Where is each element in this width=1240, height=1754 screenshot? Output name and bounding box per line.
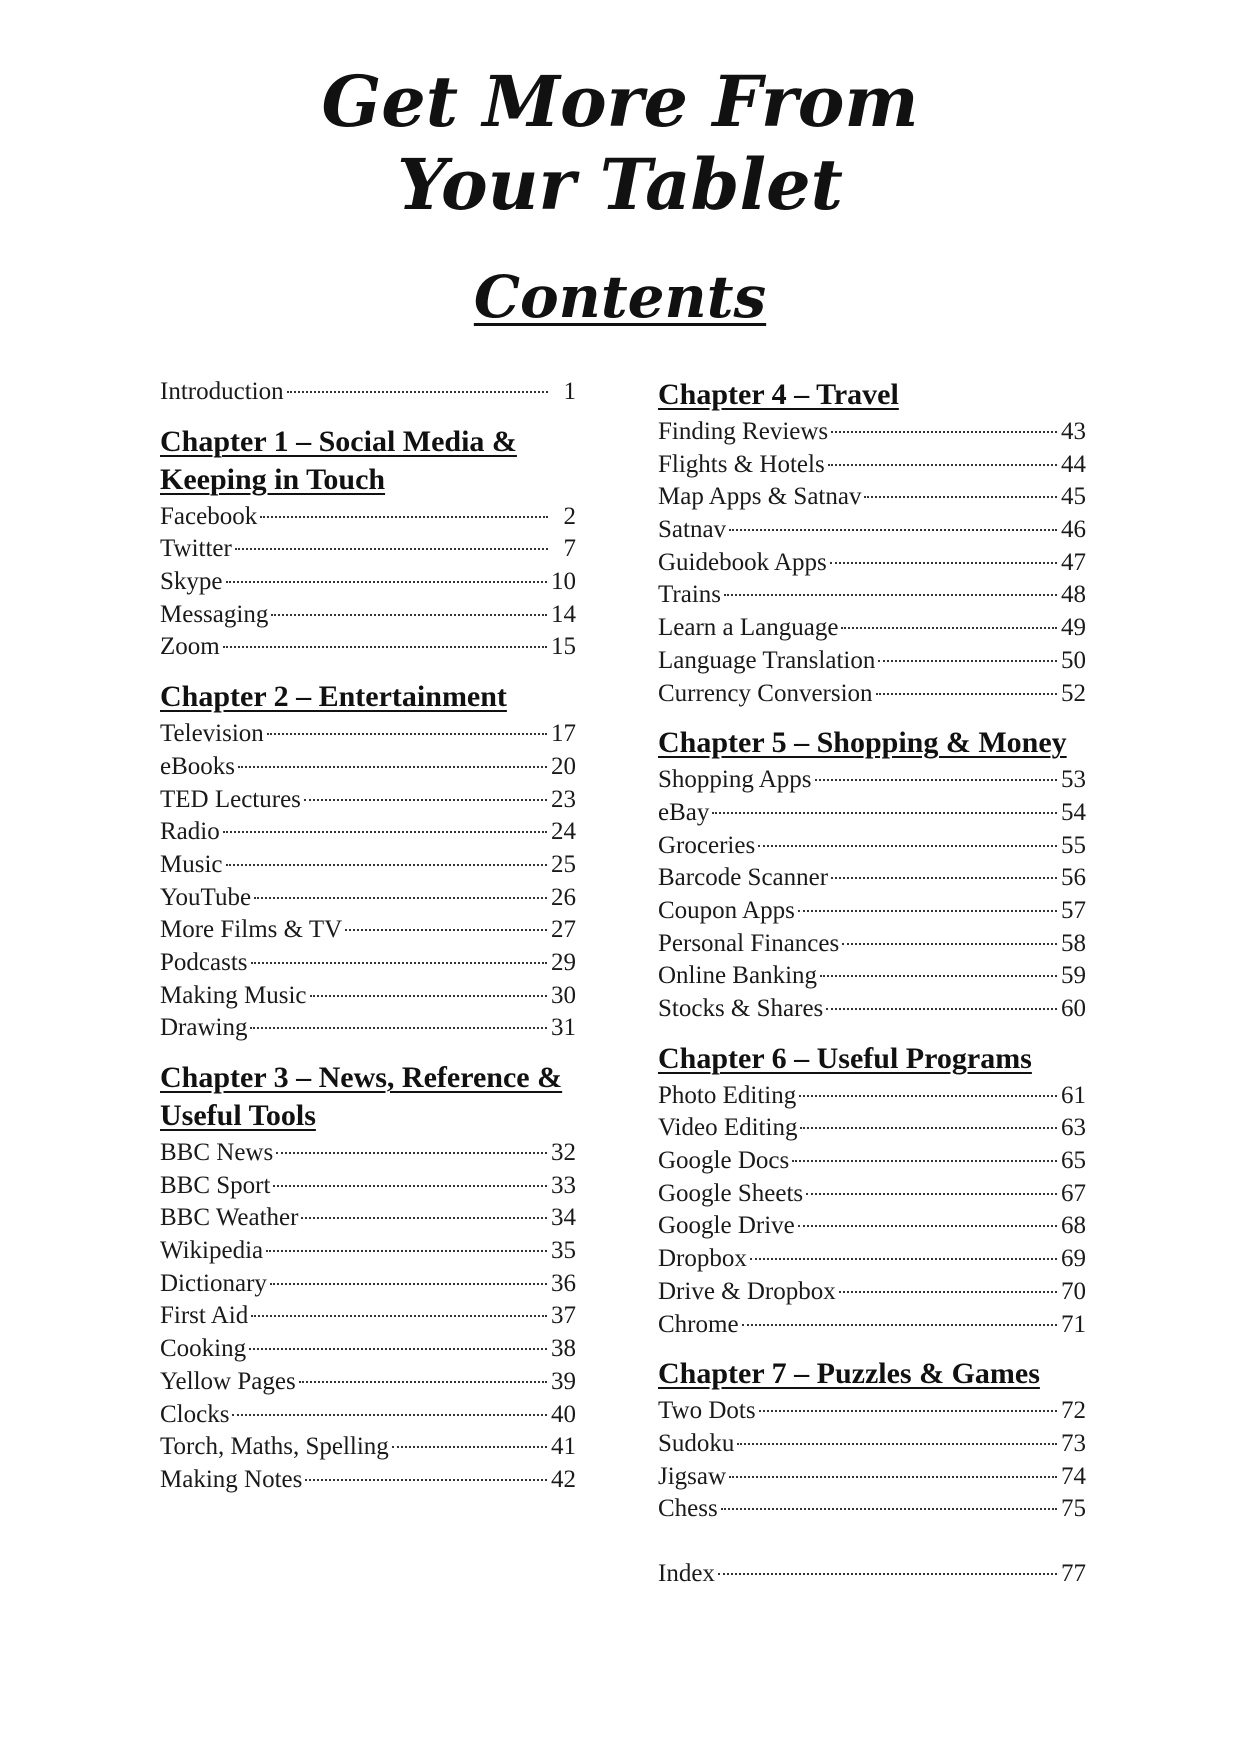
chapter-heading-line: Chapter 1 – Social Media & [160, 424, 517, 458]
toc-dot-leader [271, 614, 547, 616]
toc-entry [658, 764, 1086, 797]
toc-entry [160, 501, 576, 534]
toc-dot-leader [721, 1508, 1057, 1510]
toc-entry-page: 42 [551, 1465, 576, 1493]
chapter-heading [658, 1355, 1086, 1393]
toc-entry-page: 24 [551, 818, 576, 846]
toc-entry-label: Dropbox [658, 1245, 747, 1273]
toc-entry-page: 45 [1061, 483, 1086, 511]
toc-dot-leader [251, 962, 548, 964]
toc-entry [160, 1012, 576, 1045]
toc-dot-leader [254, 897, 547, 899]
toc-dot-leader [798, 910, 1057, 912]
toc-dot-leader [718, 1573, 1057, 1575]
toc-entry [658, 416, 1086, 449]
toc-dot-leader [806, 1193, 1057, 1195]
toc-dot-leader [226, 581, 548, 583]
toc-entry-label: Guidebook Apps [658, 548, 827, 576]
toc-entry-label: Google Drive [658, 1212, 795, 1240]
toc-entry [658, 1428, 1086, 1461]
toc-entry [658, 1276, 1086, 1309]
toc-entry-label: BBC Weather [160, 1204, 299, 1232]
toc-dot-leader [266, 1250, 547, 1252]
toc-entry [658, 1558, 1086, 1591]
toc-entry [160, 1170, 576, 1203]
toc-entry-page: 47 [1061, 548, 1086, 576]
index-spacer [658, 1540, 1086, 1558]
toc-entry [658, 1395, 1086, 1428]
toc-dot-leader [267, 733, 547, 735]
toc-entry-page: 56 [1061, 864, 1086, 892]
toc-entry-page: 58 [1061, 929, 1086, 957]
title-line-1: Get More From [321, 60, 919, 143]
toc-dot-leader [223, 831, 547, 833]
toc-entry-label: YouTube [160, 883, 252, 911]
toc-entry [160, 1137, 576, 1170]
toc-dot-leader [232, 1414, 547, 1416]
toc-entry [658, 1112, 1086, 1145]
toc-entry [658, 1461, 1086, 1494]
document-title [0, 60, 1240, 226]
chapter-heading-line: Chapter 5 – Shopping & Money [658, 726, 1067, 760]
toc-dot-leader [226, 864, 548, 866]
toc-entry-page: 7 [563, 535, 576, 563]
toc-dot-leader [287, 391, 548, 393]
toc-entry-label: Currency Conversion [658, 679, 873, 707]
toc-dot-leader [878, 660, 1057, 662]
toc-entry-page: 37 [551, 1302, 576, 1330]
toc-entry-page: 72 [1061, 1397, 1086, 1425]
toc-entry-label: Online Banking [658, 962, 818, 990]
toc-entry-page: 32 [551, 1139, 576, 1166]
chapter-heading [658, 376, 1086, 414]
title-line-2: Your Tablet [397, 143, 843, 226]
toc-entry [160, 1399, 576, 1432]
toc-entry-label: Photo Editing [658, 1081, 797, 1109]
toc-entry [658, 928, 1086, 961]
toc-entry-page: 52 [1061, 679, 1086, 707]
toc-entry-label: BBC Sport [160, 1171, 271, 1199]
toc-entry-label: Video Editing [658, 1114, 798, 1142]
toc-dot-leader [724, 594, 1057, 596]
toc-entry-label: Barcode Scanner [658, 864, 829, 892]
toc-section [160, 376, 576, 409]
toc-entry [658, 1243, 1086, 1276]
toc-entry-page: 31 [551, 1014, 576, 1042]
toc-dot-leader [815, 779, 1057, 781]
toc-dot-leader [299, 1381, 547, 1383]
chapter-heading [658, 1040, 1086, 1078]
toc-entry-page: 26 [551, 883, 576, 911]
toc-entry-label: Chrome [658, 1310, 739, 1338]
toc-entry-page: 14 [551, 600, 576, 628]
toc-dot-leader [758, 845, 1057, 847]
toc-entry [160, 980, 576, 1013]
toc-entry-page: 74 [1061, 1462, 1086, 1490]
toc-entry-page: 30 [551, 981, 576, 1009]
toc-dot-leader [759, 1410, 1057, 1412]
toc-entry [658, 1145, 1086, 1178]
toc-entry [658, 449, 1086, 482]
toc-entry-label: First Aid [160, 1302, 249, 1330]
toc-entry-label: Flights & Hotels [658, 450, 825, 478]
toc-entry-page: 75 [1061, 1495, 1086, 1523]
toc-dot-leader [712, 812, 1057, 814]
chapter-heading-line: Chapter 3 – News, Reference & [160, 1061, 563, 1094]
toc-entry-page: 2 [563, 502, 576, 530]
toc-dot-leader [830, 562, 1057, 564]
toc-entry-label: Chess [658, 1495, 718, 1523]
toc-dot-leader [345, 929, 547, 931]
toc-entry-page: 77 [1061, 1559, 1086, 1587]
toc-entry-label: Introduction [160, 378, 284, 405]
toc-entry-label: Dictionary [160, 1269, 267, 1297]
toc-entry [160, 1464, 576, 1497]
contents-right-column [658, 376, 1086, 1591]
toc-entry [658, 993, 1086, 1026]
toc-entry-label: Coupon Apps [658, 896, 795, 924]
toc-entry-page: 15 [551, 633, 576, 661]
toc-entry-page: 17 [551, 720, 576, 748]
toc-entry-label: More Films & TV [160, 916, 343, 944]
toc-dot-leader [223, 646, 547, 648]
toc-dot-leader [729, 1476, 1057, 1478]
toc-dot-leader [798, 1225, 1057, 1227]
toc-section [160, 423, 576, 664]
toc-dot-leader [273, 1185, 547, 1187]
toc-entry-page: 33 [551, 1171, 576, 1199]
toc-entry-page: 69 [1061, 1245, 1086, 1273]
toc-entry-page: 54 [1061, 798, 1086, 826]
toc-entry-label: Sudoku [658, 1429, 735, 1457]
toc-dot-leader [828, 464, 1057, 466]
toc-entry [160, 718, 576, 751]
toc-section [160, 1059, 576, 1497]
toc-entry-page: 39 [551, 1367, 576, 1395]
toc-entry-page: 46 [1061, 516, 1086, 544]
toc-entry-label: Wikipedia [160, 1237, 264, 1265]
toc-entry-page: 53 [1061, 766, 1086, 794]
toc-dot-leader [841, 627, 1057, 629]
toc-entry-label: Messaging [160, 600, 269, 628]
toc-entry-label: Language Translation [658, 646, 876, 674]
toc-dot-leader [250, 1027, 547, 1029]
toc-section [658, 376, 1086, 710]
toc-entry [160, 1235, 576, 1268]
toc-entry [658, 830, 1086, 863]
toc-entry-page: 50 [1061, 646, 1086, 674]
chapter-heading-line: Chapter 4 – Travel [658, 378, 899, 411]
toc-dot-leader [305, 1479, 547, 1481]
toc-entry-label: TED Lectures [160, 785, 301, 813]
toc-entry-page: 48 [1061, 581, 1086, 609]
toc-dot-leader [831, 877, 1057, 879]
toc-entry [658, 960, 1086, 993]
toc-dot-leader [276, 1152, 547, 1154]
toc-dot-leader [842, 943, 1057, 945]
chapter-heading-line: Chapter 7 – Puzzles & Games [658, 1357, 1040, 1391]
toc-entry-label: Index [658, 1559, 715, 1587]
toc-dot-leader [839, 1291, 1057, 1293]
toc-entry [160, 1333, 576, 1366]
toc-entry [658, 1309, 1086, 1342]
toc-entry [160, 914, 576, 947]
toc-dot-leader [737, 1443, 1057, 1445]
toc-section [658, 1355, 1086, 1526]
toc-entry [658, 645, 1086, 678]
toc-entry-page: 67 [1061, 1179, 1086, 1207]
toc-entry [160, 882, 576, 915]
toc-entry [160, 816, 576, 849]
toc-entry-page: 1 [563, 378, 576, 405]
toc-entry-page: 65 [1061, 1147, 1086, 1175]
toc-dot-leader [392, 1446, 547, 1448]
toc-entry-label: Map Apps & Satnav [658, 483, 862, 511]
toc-entry-page: 29 [551, 948, 576, 976]
toc-entry [160, 1202, 576, 1235]
toc-entry [160, 1300, 576, 1333]
toc-entry [160, 1366, 576, 1399]
toc-dot-leader [238, 766, 547, 768]
chapter-heading [160, 678, 576, 716]
toc-entry-label: Podcasts [160, 948, 248, 976]
toc-entry-page: 10 [551, 568, 576, 596]
toc-entry-label: eBay [658, 798, 710, 826]
toc-dot-leader [831, 431, 1057, 433]
toc-entry [658, 1210, 1086, 1243]
toc-entry [658, 1493, 1086, 1526]
toc-dot-leader [249, 1348, 547, 1350]
toc-entry [160, 947, 576, 980]
toc-entry-page: 43 [1061, 418, 1086, 445]
toc-entry-page: 41 [551, 1433, 576, 1461]
toc-dot-leader [864, 496, 1057, 498]
toc-entry-page: 20 [551, 752, 576, 780]
toc-entry [160, 784, 576, 817]
toc-entry [160, 599, 576, 632]
toc-entry-page: 63 [1061, 1114, 1086, 1142]
toc-entry-page: 38 [551, 1335, 576, 1363]
toc-entry-page: 34 [551, 1204, 576, 1232]
toc-entry-page: 61 [1061, 1081, 1086, 1109]
toc-entry-label: Radio [160, 818, 220, 846]
chapter-heading [160, 1059, 576, 1135]
toc-entry [160, 849, 576, 882]
toc-dot-leader [260, 516, 548, 518]
toc-dot-leader [301, 1217, 547, 1219]
toc-dot-leader [310, 995, 547, 997]
toc-entry [658, 481, 1086, 514]
toc-entry-label: BBC News [160, 1139, 274, 1166]
toc-entry-label: Making Notes [160, 1465, 303, 1493]
chapter-heading-line: Chapter 6 – Useful Programs [658, 1041, 1032, 1075]
toc-entry-page: 68 [1061, 1212, 1086, 1240]
toc-entry-page: 60 [1061, 995, 1086, 1022]
toc-entry-label: Drawing [160, 1014, 248, 1042]
toc-entry-label: Cooking [160, 1335, 247, 1363]
toc-entry-label: Torch, Maths, Spelling [160, 1433, 389, 1461]
toc-entry-label: Making Music [160, 981, 307, 1009]
toc-entry [160, 533, 576, 566]
toc-entry-label: Jigsaw [658, 1462, 727, 1490]
toc-dot-leader [235, 548, 548, 550]
chapter-heading-line: Chapter 2 – Entertainment [160, 680, 507, 714]
toc-dot-leader [742, 1324, 1057, 1326]
toc-entry-page: 73 [1061, 1429, 1086, 1457]
toc-entry-page: 59 [1061, 962, 1086, 990]
toc-entry [658, 895, 1086, 928]
toc-entry-label: Personal Finances [658, 929, 840, 957]
toc-entry [658, 797, 1086, 830]
toc-entry-label: Facebook [160, 502, 258, 530]
toc-entry [160, 751, 576, 784]
toc-entry-page: 35 [551, 1237, 576, 1265]
chapter-heading [658, 724, 1086, 762]
toc-entry-label: Television [160, 720, 264, 748]
toc-entry [160, 376, 576, 409]
toc-entry [658, 547, 1086, 580]
toc-entry-label: Satnav [658, 516, 727, 544]
toc-entry-label: Google Sheets [658, 1179, 804, 1207]
toc-entry [160, 1431, 576, 1464]
toc-entry-page: 57 [1061, 896, 1086, 924]
toc-dot-leader [792, 1160, 1057, 1162]
toc-entry [160, 631, 576, 664]
toc-entry-page: 40 [551, 1400, 576, 1428]
toc-entry-page: 27 [551, 916, 576, 944]
toc-entry [160, 1268, 576, 1301]
toc-entry-label: eBooks [160, 752, 235, 780]
toc-entry [658, 514, 1086, 547]
toc-entry [658, 678, 1086, 711]
toc-entry [658, 1080, 1086, 1113]
toc-entry-label: Finding Reviews [658, 418, 829, 445]
toc-entry-page: 49 [1061, 614, 1086, 642]
toc-entry-page: 44 [1061, 450, 1086, 478]
toc-entry [658, 579, 1086, 612]
toc-entry-label: Learn a Language [658, 614, 839, 642]
contents-left-column [160, 376, 576, 1511]
toc-entry-label: Zoom [160, 633, 220, 661]
toc-dot-leader [799, 1095, 1057, 1097]
chapter-heading [160, 423, 576, 499]
toc-entry-label: Google Docs [658, 1147, 790, 1175]
toc-entry [160, 566, 576, 599]
toc-entry-label: Two Dots [658, 1397, 756, 1425]
toc-dot-leader [750, 1258, 1057, 1260]
toc-entry-page: 70 [1061, 1277, 1086, 1305]
toc-entry-label: Shopping Apps [658, 766, 812, 794]
toc-section [160, 678, 576, 1045]
toc-entry-page: 55 [1061, 831, 1086, 859]
toc-dot-leader [251, 1315, 547, 1317]
toc-entry [658, 612, 1086, 645]
toc-entry-page: 23 [551, 785, 576, 813]
toc-entry-label: Stocks & Shares [658, 995, 824, 1022]
toc-dot-leader [729, 529, 1057, 531]
toc-entry-label: Yellow Pages [160, 1367, 296, 1395]
toc-entry-label: Drive & Dropbox [658, 1277, 836, 1305]
toc-entry-label: Skype [160, 568, 223, 596]
toc-entry-page: 36 [551, 1269, 576, 1297]
toc-dot-leader [800, 1127, 1057, 1129]
contents-heading: Contents [473, 263, 767, 331]
toc-entry-page: 25 [551, 850, 576, 878]
toc-entry-label: Music [160, 850, 223, 878]
toc-entry-label: Groceries [658, 831, 756, 859]
toc-entry-page: 71 [1061, 1310, 1086, 1338]
toc-dot-leader [820, 975, 1057, 977]
toc-entry-label: Trains [658, 581, 721, 609]
toc-entry [658, 862, 1086, 895]
toc-entry-label: Clocks [160, 1400, 230, 1428]
chapter-heading-line: Keeping in Touch [160, 462, 386, 496]
toc-section [658, 724, 1086, 1026]
toc-dot-leader [304, 799, 547, 801]
chapter-heading-line: Useful Tools [160, 1099, 316, 1132]
toc-dot-leader [826, 1008, 1057, 1010]
toc-dot-leader [876, 693, 1057, 695]
toc-section [658, 1040, 1086, 1342]
toc-dot-leader [270, 1283, 547, 1285]
toc-entry-label: Twitter [160, 535, 232, 563]
toc-entry [658, 1178, 1086, 1211]
